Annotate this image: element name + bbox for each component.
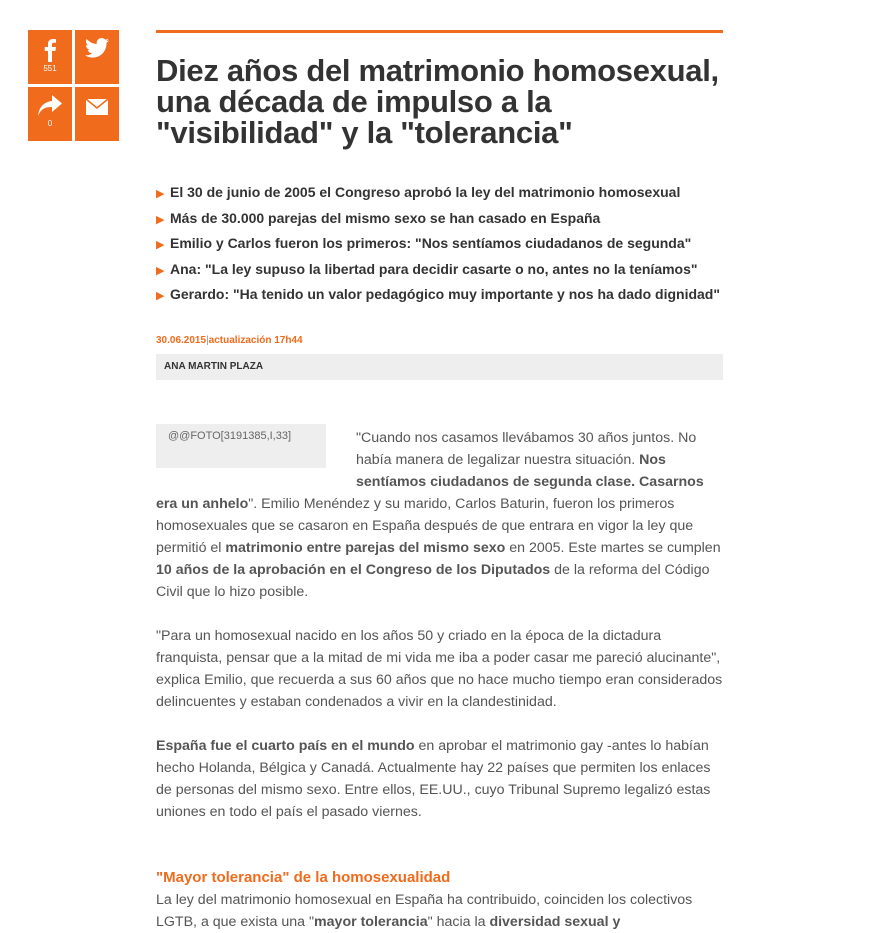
highlight-item: ▶ Más de 30.000 parejas del mismo sexo se han casado en España (156, 207, 723, 233)
share-button[interactable] (28, 87, 72, 141)
article-body (156, 380, 723, 933)
publish-date: 30.06.2015 (156, 334, 207, 346)
twitter-share-button[interactable] (75, 30, 119, 84)
author-byline: ANA MARTIN PLAZA (156, 354, 723, 380)
email-share-button[interactable] (75, 87, 119, 141)
paragraph-4: La ley del matrimonio homosexual en España ha contribuido, coinciden los colectivos LGTB, a que exista una "mayor tolerancia" hacia la diversidad sexual y (156, 891, 693, 930)
meta-separator: | (206, 334, 209, 346)
update-time: actualización 17h44 (208, 334, 303, 346)
bullet-triangle-icon: ▶ (156, 239, 165, 252)
highlight-item: ▶ Emilio y Carlos fueron los primeros: "Nos sentíamos ciudadanos de segunda" (156, 232, 723, 258)
paragraph-3: España fue el cuarto país en el mundo en aprobar el matrimonio gay -antes lo habían hecho Holanda, Bélgica y Canadá. Actualmente hay 22 países que permiten los enlaces de personas del mismo sexo. Entre ellos, EE.UU., cuyo Tribunal Supremo legalizó estas uniones en todo el país el pasado viernes. (156, 737, 711, 820)
paragraph-1: "Cuando nos casamos llevábamos 30 años juntos. No había manera de legalizar nuestra situación. Nos sentíamos ciudadanos de segunda clase. Casarnos era un anhelo". Emilio Menéndez y su marido, Carlos Baturin, fueron los primeros homosexuales que se casaron en España después de que entrara en vigor la ley que permitió el matrimonio entre parejas del mismo sexo en 2005. Este martes se cumplen 10 años de la aprobación en el Congreso de los Diputados de la reforma del Código Civil que lo hizo posible. (156, 429, 721, 600)
article-meta (156, 335, 723, 346)
article (156, 30, 723, 933)
photo-placeholder: @@FOTO[3191385,I,33] (156, 424, 326, 468)
facebook-share-count: 551 (43, 64, 57, 73)
bullet-triangle-icon: ▶ (156, 188, 165, 200)
facebook-icon (40, 38, 60, 62)
share-arrow-icon (38, 95, 62, 117)
article-title: Diez años del matrimonio homosexual, una década de impulso a la "visibilidad" y la "tolerancia" (156, 53, 719, 150)
share-count: 0 (47, 119, 53, 128)
bullet-triangle-icon: ▶ (156, 213, 165, 226)
mail-icon (86, 99, 108, 115)
article-highlights (156, 181, 723, 309)
paragraph-2: "Para un homosexual nacido en los años 50 y criado en la época de la dictadura franquista, pensar que a la mitad de mi vida me iba a poder casar me pareció alucinante", explica Emilio, que recuerda a sus 60 años que no hace mucho tiempo eran considerados delincuentes y estaban condenados a vivir en la clandestinidad. (156, 627, 723, 710)
facebook-share-button[interactable] (28, 30, 72, 84)
highlight-item: ▶ Gerardo: "Ha tenido un valor pedagógico muy importante y nos ha dado dignidad" (156, 283, 723, 309)
title-top-rule (156, 30, 723, 33)
section-subheading: "Mayor tolerancia" de la homosexualidad (156, 868, 451, 886)
highlight-item: ▶ El 30 de junio de 2005 el Congreso aprobó la ley del matrimonio homosexual (156, 181, 723, 207)
twitter-icon (85, 38, 109, 58)
bullet-triangle-icon: ▶ (156, 290, 165, 303)
bullet-triangle-icon: ▶ (156, 264, 165, 277)
highlight-item: ▶ Ana: "La ley supuso la libertad para decidir casarte o no, antes no la teníamos" (156, 258, 723, 284)
